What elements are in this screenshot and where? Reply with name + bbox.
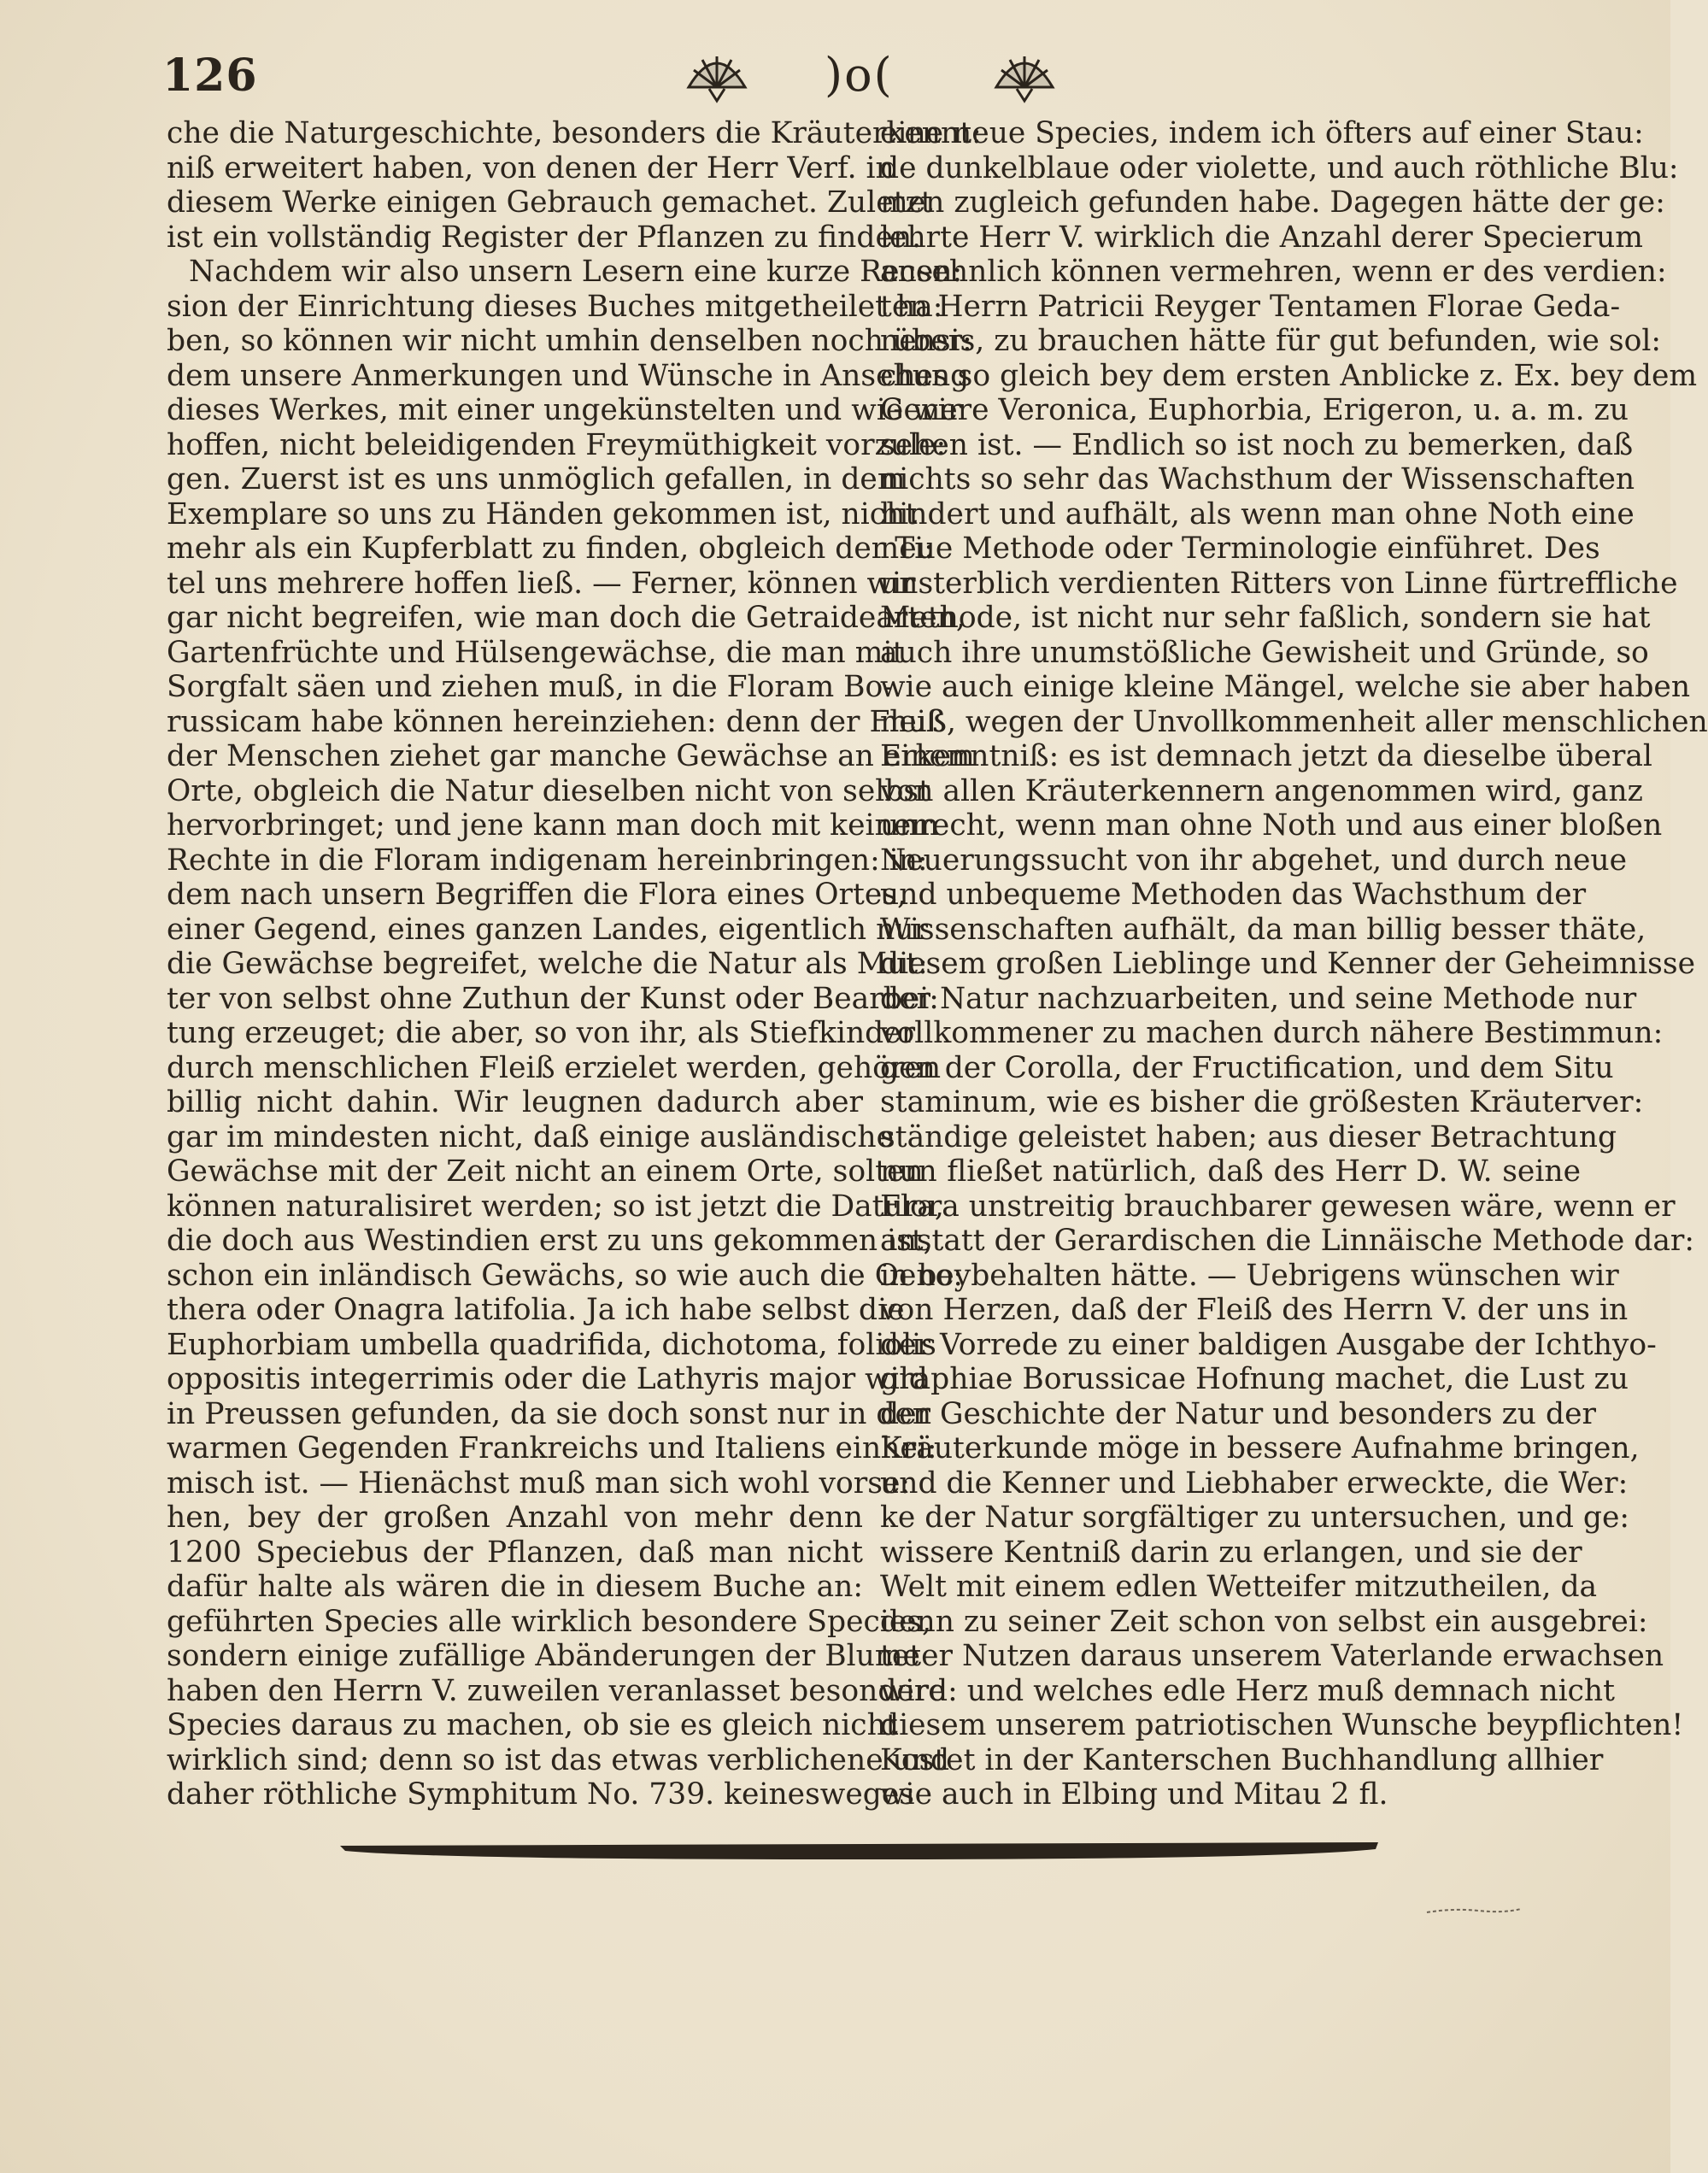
text-line: wirklich sind; denn so ist das etwas verblichene und <box>167 1742 950 1777</box>
text-line: haben den Herrn V. zuweilen veranlasset besondere <box>167 1673 946 1708</box>
text-line: Kostet in der Kanterschen Buchhandlung allhier <box>880 1742 1604 1777</box>
text-line: dafür halte als wären die in diesem Buche an: <box>167 1570 863 1604</box>
text-line: Euphorbiam umbella quadrifida, dichotoma, foliolis <box>167 1327 936 1362</box>
text-line: che die Naturgeschichte, besonders die Kräuterkennt: <box>167 116 982 150</box>
text-line: nichts so sehr das Wachsthum der Wissenschaften <box>880 462 1635 496</box>
text-line: lehrte Herr V. wirklich die Anzahl derer Specierum <box>880 220 1644 255</box>
text-line: hervorbringet; und jene kann man doch mit keinem <box>167 808 939 843</box>
text-line: eine neue Species, indem ich öfters auf einer Stau: <box>880 116 1644 150</box>
text-line: ke der Natur sorgfältiger zu untersuchen, und ge: <box>880 1501 1630 1535</box>
text-line: sehen ist. — Endlich so ist noch zu bemerken, daß <box>880 427 1634 462</box>
text-line: nensis, zu brauchen hätte für gut befunden, wie sol: <box>880 324 1662 358</box>
text-line: hoffen, nicht beleidigenden Freymüthigkeit vorzule: <box>167 427 947 462</box>
text-line: Wissenschaften aufhält, da man billig besser thäte, <box>880 912 1646 947</box>
text-line: und unbequeme Methoden das Wachsthum der <box>880 878 1587 912</box>
text-line: hen, bey der großen Anzahl von mehr denn <box>167 1501 863 1535</box>
text-line: hindert und aufhält, als wenn man ohne Noth eine <box>880 496 1635 532</box>
shell-ornament-icon <box>991 44 1058 108</box>
text-line: 1200 Speciebus der Pflanzen, daß man nicht <box>167 1535 863 1570</box>
text-line: vollkommener zu machen durch nähere Bestimmun: <box>880 1016 1664 1050</box>
text-line: wie auch in Elbing und Mitau 2 fl. <box>880 1777 1388 1812</box>
text-line: wissere Kentniß darin zu erlangen, und sie der <box>880 1535 1582 1570</box>
text-line: Sorgfalt säen und ziehen muß, in die Floram Bo- <box>167 670 893 704</box>
left-text-column <box>167 116 982 1812</box>
text-line: russicam habe können hereinziehen: denn der Fleiß <box>167 704 946 739</box>
text-line: ten Herrn Patricii Reyger Tentamen Florae Geda- <box>880 289 1621 324</box>
text-line: die Gewächse begreifet, welche die Natur als Mut: <box>167 947 928 981</box>
text-line: niß erweitert haben, von denen der Herr Verf. in <box>167 150 895 185</box>
right-text-column <box>880 116 1708 1812</box>
text-line: men zugleich gefunden habe. Dagegen hätte der ge: <box>880 185 1665 220</box>
text-line: Erkenntniß: es ist demnach jetzt da dieselbe überal <box>880 739 1652 773</box>
text-line: Nachdem wir also unsern Lesern eine kurze Recen: <box>189 255 963 289</box>
text-line: denn zu seiner Zeit schon von selbst ein ausgebrei: <box>880 1604 1648 1639</box>
text-line: Exemplare so uns zu Händen gekommen ist, nicht <box>167 496 918 532</box>
text-line: und die Kenner und Liebhaber erweckte, die Wer: <box>880 1465 1629 1501</box>
text-line: wie auch einige kleine Mängel, welche sie aber haben <box>880 670 1691 704</box>
text-line: gar im mindesten nicht, daß einige ausländische <box>167 1119 894 1154</box>
tapered-rule-icon <box>340 1839 1378 1861</box>
text-line: ständige geleistet haben; aus dieser Betrachtung <box>880 1119 1617 1154</box>
text-line: dem nach unsern Begriffen die Flora eines Ortes, <box>167 878 907 912</box>
text-line: billig nicht dahin. Wir leugnen dadurch aber <box>167 1085 863 1119</box>
text-line: dem unsere Anmerkungen und Wünsche in Ansehung <box>167 358 970 393</box>
text-line: oppositis integerrimis oder die Lathyris major wild <box>167 1362 928 1396</box>
text-line: in Preussen gefunden, da sie doch sonst nur in den <box>167 1396 932 1431</box>
center-separator-mark: )o( <box>825 48 894 102</box>
text-line: gen der Corolla, der Fructification, und dem Situ <box>880 1050 1614 1085</box>
text-line: misch ist. — Hienächst muß man sich wohl vorse: <box>167 1465 911 1501</box>
text-line: unsterblich verdienten Ritters von Linne fürtreffliche <box>880 566 1678 601</box>
text-line: ist ein vollständig Register der Pflanzen zu finden. <box>167 220 922 255</box>
text-line: der Natur nachzuarbeiten, und seine Methode nur <box>880 981 1637 1016</box>
text-line: auch ihre unumstößliche Gewisheit und Gründe, so <box>880 635 1649 670</box>
text-line: tel uns mehrere hoffen ließ. — Ferner, können wir <box>167 566 916 601</box>
text-line: ches so gleich bey dem ersten Anblicke z. Ex. bey dem <box>880 358 1698 393</box>
text-line: in beybehalten hätte. — Uebrigens wünschen wir <box>880 1258 1619 1293</box>
text-line: muß, wegen der Unvollkommenheit aller menschlichen <box>880 704 1708 739</box>
text-line: thera oder Onagra latifolia. Ja ich habe selbst die <box>167 1293 905 1327</box>
text-line: gen. Zuerst ist es uns unmöglich gefallen, in dem <box>167 462 906 496</box>
text-line: diesem Werke einigen Gebrauch gemachet. Zuletzt <box>167 185 933 220</box>
text-line: geführten Species alle wirklich besondere Species, <box>167 1604 931 1639</box>
text-line: graphiae Borussicae Hofnung machet, die Lust zu <box>880 1362 1629 1396</box>
text-line: daher röthliche Symphitum No. 739. keinesweges <box>167 1777 914 1812</box>
text-line: schon ein inländisch Gewächs, so wie auch die Oeno: <box>167 1258 964 1293</box>
text-line: Methode, ist nicht nur sehr faßlich, sondern sie hat <box>880 601 1651 635</box>
text-line: Orte, obgleich die Natur dieselben nicht von selbst <box>167 773 930 808</box>
text-line: staminum, wie es bisher die größesten Kräuterver: <box>880 1085 1644 1119</box>
text-line: der Vorrede zu einer baldigen Ausgabe der Ichthyo- <box>880 1327 1657 1362</box>
text-line: von allen Kräuterkennern angenommen wird, ganz <box>880 773 1643 808</box>
text-line: dieses Werkes, mit einer ungekünstelten und wie wir <box>167 393 962 427</box>
text-line: Gartenfrüchte und Hülsengewächse, die man mit <box>167 635 905 670</box>
text-line: teter Nutzen daraus unserem Vaterlande erwachsen <box>880 1639 1664 1673</box>
text-line: neue Methode oder Terminologie einführet. Des <box>880 532 1600 566</box>
text-line: der Menschen ziehet gar manche Gewächse an einem <box>167 739 975 773</box>
text-line: sion der Einrichtung dieses Buches mitgetheilet ha: <box>167 289 943 324</box>
text-line: können naturalisiret werden; so ist jetzt die Datura, <box>167 1189 944 1224</box>
text-line: Rechte in die Floram indigenam hereinbringen: in: <box>167 843 928 878</box>
page-number: 126 <box>162 50 258 102</box>
text-line: Welt mit einem edlen Wetteifer mitzutheilen, da <box>880 1570 1598 1604</box>
shell-ornament-icon <box>684 44 750 108</box>
page-header <box>0 34 1670 111</box>
text-line: ben, so können wir nicht umhin denselben noch über: <box>167 324 972 358</box>
ink-smudge <box>1427 1904 1521 1920</box>
text-line: wird: und welches edle Herz muß demnach nicht <box>880 1673 1616 1708</box>
text-line: ansehnlich können vermehren, wenn er des verdien: <box>880 255 1667 289</box>
text-line: de dunkelblaue oder violette, und auch röthliche Blu: <box>880 150 1679 185</box>
text-line: anstatt der Gerardischen die Linnäische Methode dar: <box>880 1224 1695 1258</box>
text-line: der Geschichte der Natur und besonders zu der <box>880 1396 1596 1431</box>
text-line: Kräuterkunde möge in bessere Aufnahme bringen, <box>880 1431 1640 1465</box>
text-line: warmen Gegenden Frankreichs und Italiens einhei: <box>167 1431 937 1465</box>
text-line: Neuerungssucht von ihr abgehet, und durch neue <box>880 843 1628 878</box>
text-line: die doch aus Westindien erst zu uns gekommen ist, <box>167 1224 933 1258</box>
text-line: Gewächse mit der Zeit nicht an einem Orte, solten <box>167 1154 924 1189</box>
text-line: Genere Veronica, Euphorbia, Erigeron, u. a. m. zu <box>880 393 1629 427</box>
text-line: einer Gegend, eines ganzen Landes, eigentlich nur <box>167 912 929 947</box>
text-line: sondern einige zufällige Abänderungen der Blume <box>167 1639 920 1673</box>
text-line: nun fließet natürlich, daß des Herr D. W. seine <box>880 1154 1581 1189</box>
text-line: Flora unstreitig brauchbarer gewesen wäre, wenn er <box>880 1189 1676 1224</box>
text-line: durch menschlichen Fleiß erzielet werden, gehören <box>167 1050 942 1085</box>
text-line: mehr als ein Kupferblatt zu finden, obgleich der Ti: <box>167 532 934 566</box>
text-line: diesem großen Lieblinge und Kenner der Geheimnisse <box>880 947 1696 981</box>
text-line: ter von selbst ohne Zuthun der Kunst oder Bearbei: <box>167 981 939 1016</box>
text-line: Species daraus zu machen, ob sie es gleich nicht <box>167 1708 898 1742</box>
text-line: von Herzen, daß der Fleiß des Herrn V. der uns in <box>880 1293 1629 1327</box>
text-line: tung erzeuget; die aber, so von ihr, als Stiefkinder <box>167 1016 916 1050</box>
text-line: diesem unserem patriotischen Wunsche beypflichten! <box>880 1708 1684 1742</box>
text-line: unrecht, wenn man ohne Noth und aus einer bloßen <box>880 808 1663 843</box>
text-line: gar nicht begreifen, wie man doch die Getraidearten, <box>167 601 966 635</box>
